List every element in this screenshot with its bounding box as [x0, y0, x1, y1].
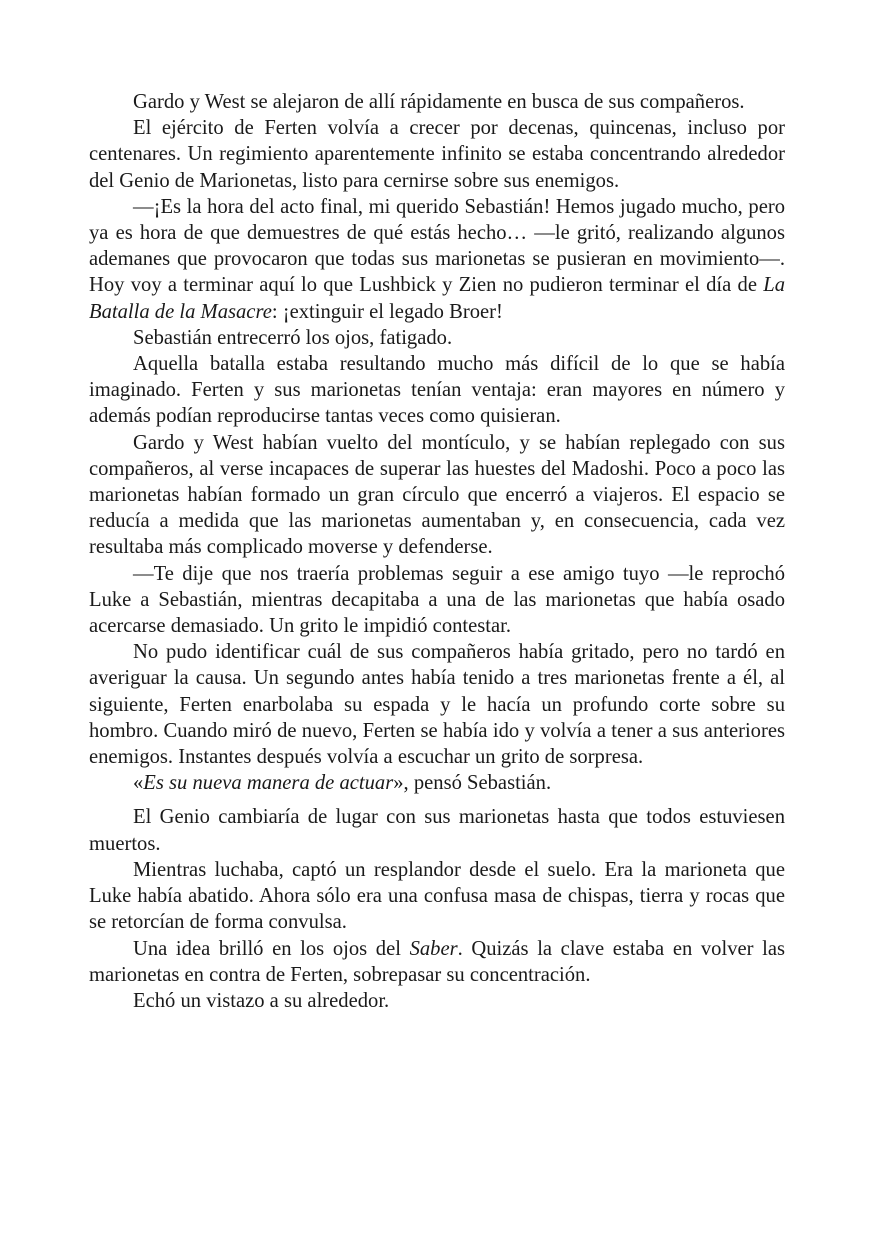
- text-run: El Genio cambiaría de lugar con sus marionetas hasta que todos estuviesen muertos.: [89, 806, 785, 855]
- paragraph-p3: [89, 194, 785, 325]
- text-run: El ejército de Ferten volvía a crecer por decenas, quincenas, incluso por centenares. Un regimiento aparentemente infinito se estaba concentrando alrededor del Genio de Marionetas, listo para cernirse sobre sus enemigos.: [89, 117, 785, 192]
- paragraph-p12: [89, 936, 785, 988]
- paragraph-p6: [89, 430, 785, 561]
- text-run: Gardo y West se alejaron de allí rápidamente en busca de sus compañeros.: [133, 91, 745, 113]
- paragraph-p7: [89, 561, 785, 640]
- paragraph-p1: [89, 89, 785, 115]
- text-run: », pensó Sebastián.: [393, 772, 552, 795]
- text-run: —¡Es la hora del acto final, mi querido Sebastián! Hemos jugado mucho, pero ya es hora de que demuestres de qué estás hecho… —le gritó, realizando algunos ademanes que provocaron que todas sus marionetas se pusieran en movimiento—. Hoy voy a terminar aquí lo que Lushbick y Zien no pudieron terminar el día de: [89, 195, 785, 297]
- document-page: [89, 89, 785, 1014]
- paragraph-p13: [89, 988, 785, 1014]
- italic-text: Saber: [409, 937, 458, 960]
- paragraph-p8: [89, 639, 785, 770]
- paragraph-p11: [89, 857, 785, 936]
- paragraph-p5: [89, 351, 785, 430]
- italic-text: La Batalla de la Masacre: [89, 274, 785, 323]
- paragraph-p10: [89, 804, 785, 856]
- text-run: : ¡extinguir el legado Broer!: [271, 300, 503, 323]
- text-run: Aquella batalla estaba resultando mucho más difícil de lo que se había imaginado. Ferten y sus marionetas tenían ventaja: eran mayores en número y además podían reproducirse tantas veces como quisieran.: [89, 353, 785, 428]
- text-run: No pudo identificar cuál de sus compañeros había gritado, pero no tardó en averiguar la causa. Un segundo antes había tenido a tres marionetas frente a él, al siguiente, Ferten enarbolaba su espada y le hacía un profundo corte sobre su hombro. Cuando miró de nuevo, Ferten se había ido y volvía a tener a sus anteriores enemigos. Instantes después volvía a escuchar un grito de sorpresa.: [89, 641, 785, 769]
- text-run: Mientras luchaba, captó un resplandor desde el suelo. Era la marioneta que Luke había abatido. Ahora sólo era una confusa masa de chispas, tierra y rocas que se retorcían de forma convulsa.: [89, 858, 785, 934]
- italic-text: Es su nueva manera de actuar: [143, 772, 394, 795]
- text-run: Echó un vistazo a su alrededor.: [133, 989, 390, 1012]
- text-run: Una idea brilló en los ojos del: [133, 937, 410, 960]
- text-run: —Te dije que nos traería problemas seguir a ese amigo tuyo —le reprochó Luke a Sebastián, mientras decapitaba a una de las marionetas que había osado acercarse demasiado. Un grito le impidió contestar.: [89, 562, 785, 638]
- paragraph-p4: [89, 325, 785, 351]
- text-run: . Quizás la clave estaba en volver las marionetas en contra de Ferten, sobrepasar su concentración.: [89, 937, 785, 986]
- paragraph-p9: [89, 770, 785, 796]
- text-run: Gardo y West habían vuelto del montículo, y se habían replegado con sus compañeros, al verse incapaces de superar las huestes del Madoshi. Poco a poco las marionetas habían formado un gran círculo que encerró a viajeros. El espacio se reducía a medida que las marionetas aumentaban y, en consecuencia, cada vez resultaba más complicado moverse y defenderse.: [89, 431, 785, 559]
- text-run: Sebastián entrecerró los ojos, fatigado.: [133, 326, 453, 349]
- text-run: «: [133, 772, 144, 795]
- paragraph-p2: [89, 115, 785, 194]
